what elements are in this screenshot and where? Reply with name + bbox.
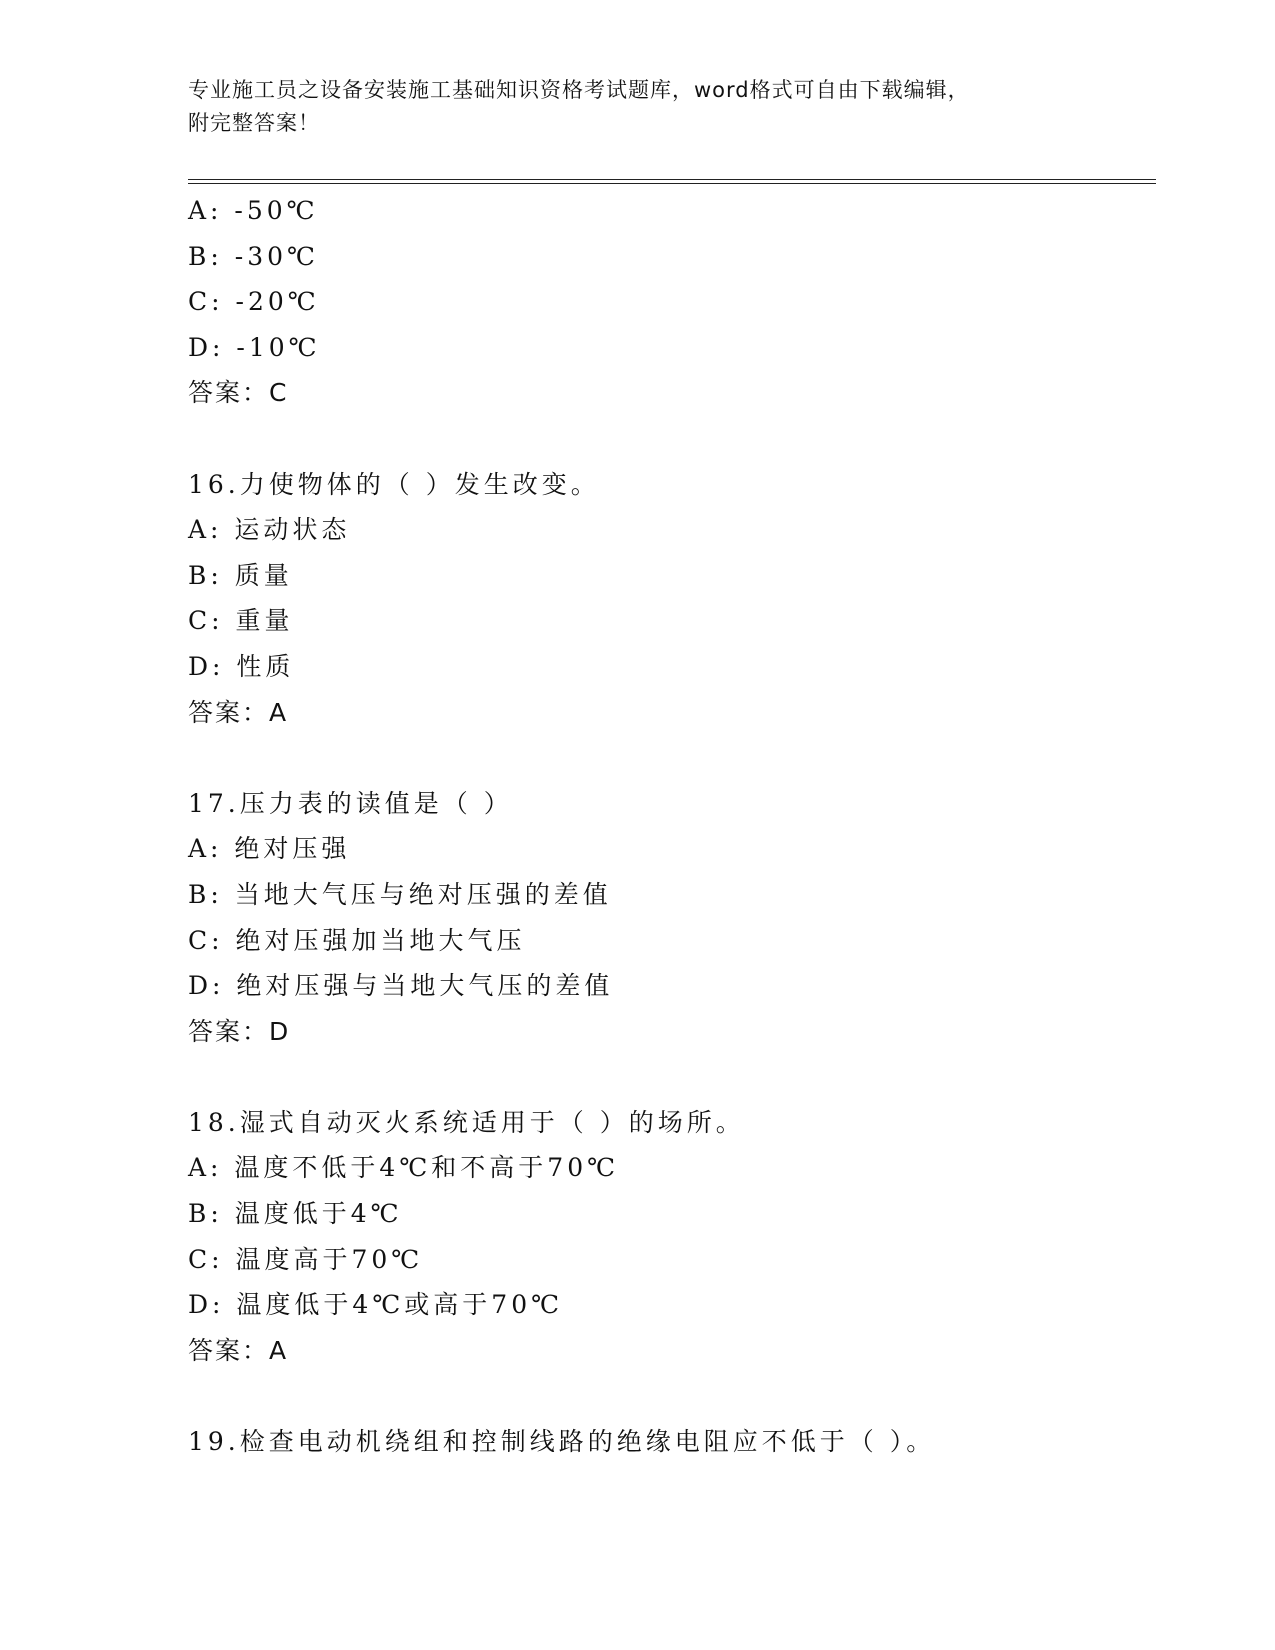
option-c: C: 温度高于70℃ <box>188 1244 424 1274</box>
question-text: 17.压力表的读值是（ ） <box>188 788 513 818</box>
header-divider-bottom <box>188 183 1156 184</box>
option-b: B: 温度低于4℃ <box>188 1199 403 1229</box>
question-18 <box>188 1100 1188 1374</box>
question-text: 18.湿式自动灭火系统适用于（ ）的场所。 <box>188 1107 745 1137</box>
option-a: A: 温度不低于4℃和不高于70℃ <box>188 1153 620 1183</box>
header-line-1: 专业施工员之设备安装施工基础知识资格考试题库，word格式可自由下载编辑， <box>188 78 970 102</box>
spacer <box>188 1373 1188 1419</box>
option-b: B: 当地大气压与绝对压强的差值 <box>188 879 612 909</box>
question-list <box>188 188 1188 1465</box>
option-d: D: 温度低于4℃或高于70℃ <box>188 1290 564 1320</box>
option-a: A: -50℃ <box>188 196 319 225</box>
answer-line: 答案：C <box>188 378 289 408</box>
option-d: D: -10℃ <box>188 332 321 362</box>
spacer <box>188 416 1188 462</box>
document-header <box>188 74 1088 140</box>
option-a: A: 运动状态 <box>188 515 351 545</box>
option-b: B: -30℃ <box>188 241 319 271</box>
spacer <box>188 1054 1188 1100</box>
option-c: C: 绝对压强加当地大气压 <box>188 925 526 955</box>
header-line-2: 附完整答案！ <box>188 111 320 135</box>
answer-line: 答案：A <box>188 697 289 727</box>
spacer <box>188 735 1188 781</box>
question-16 <box>188 462 1188 736</box>
option-b: B: 质量 <box>188 560 293 590</box>
answer-line: 答案：A <box>188 1335 289 1365</box>
question-15 <box>188 188 1188 416</box>
option-d: D: 性质 <box>188 651 295 681</box>
option-d: D: 绝对压强与当地大气压的差值 <box>188 971 614 1001</box>
option-c: C: -20℃ <box>188 287 320 317</box>
answer-line: 答案：D <box>188 1016 291 1046</box>
header-divider-top <box>188 179 1156 180</box>
option-a: A: 绝对压强 <box>188 834 351 864</box>
question-text: 16.力使物体的（ ）发生改变。 <box>188 469 600 499</box>
option-c: C: 重量 <box>188 606 294 636</box>
question-text: 19.检查电动机绕组和控制线路的绝缘电阻应不低于（ ）。 <box>188 1427 936 1457</box>
question-19 <box>188 1419 1188 1465</box>
question-17 <box>188 781 1188 1055</box>
